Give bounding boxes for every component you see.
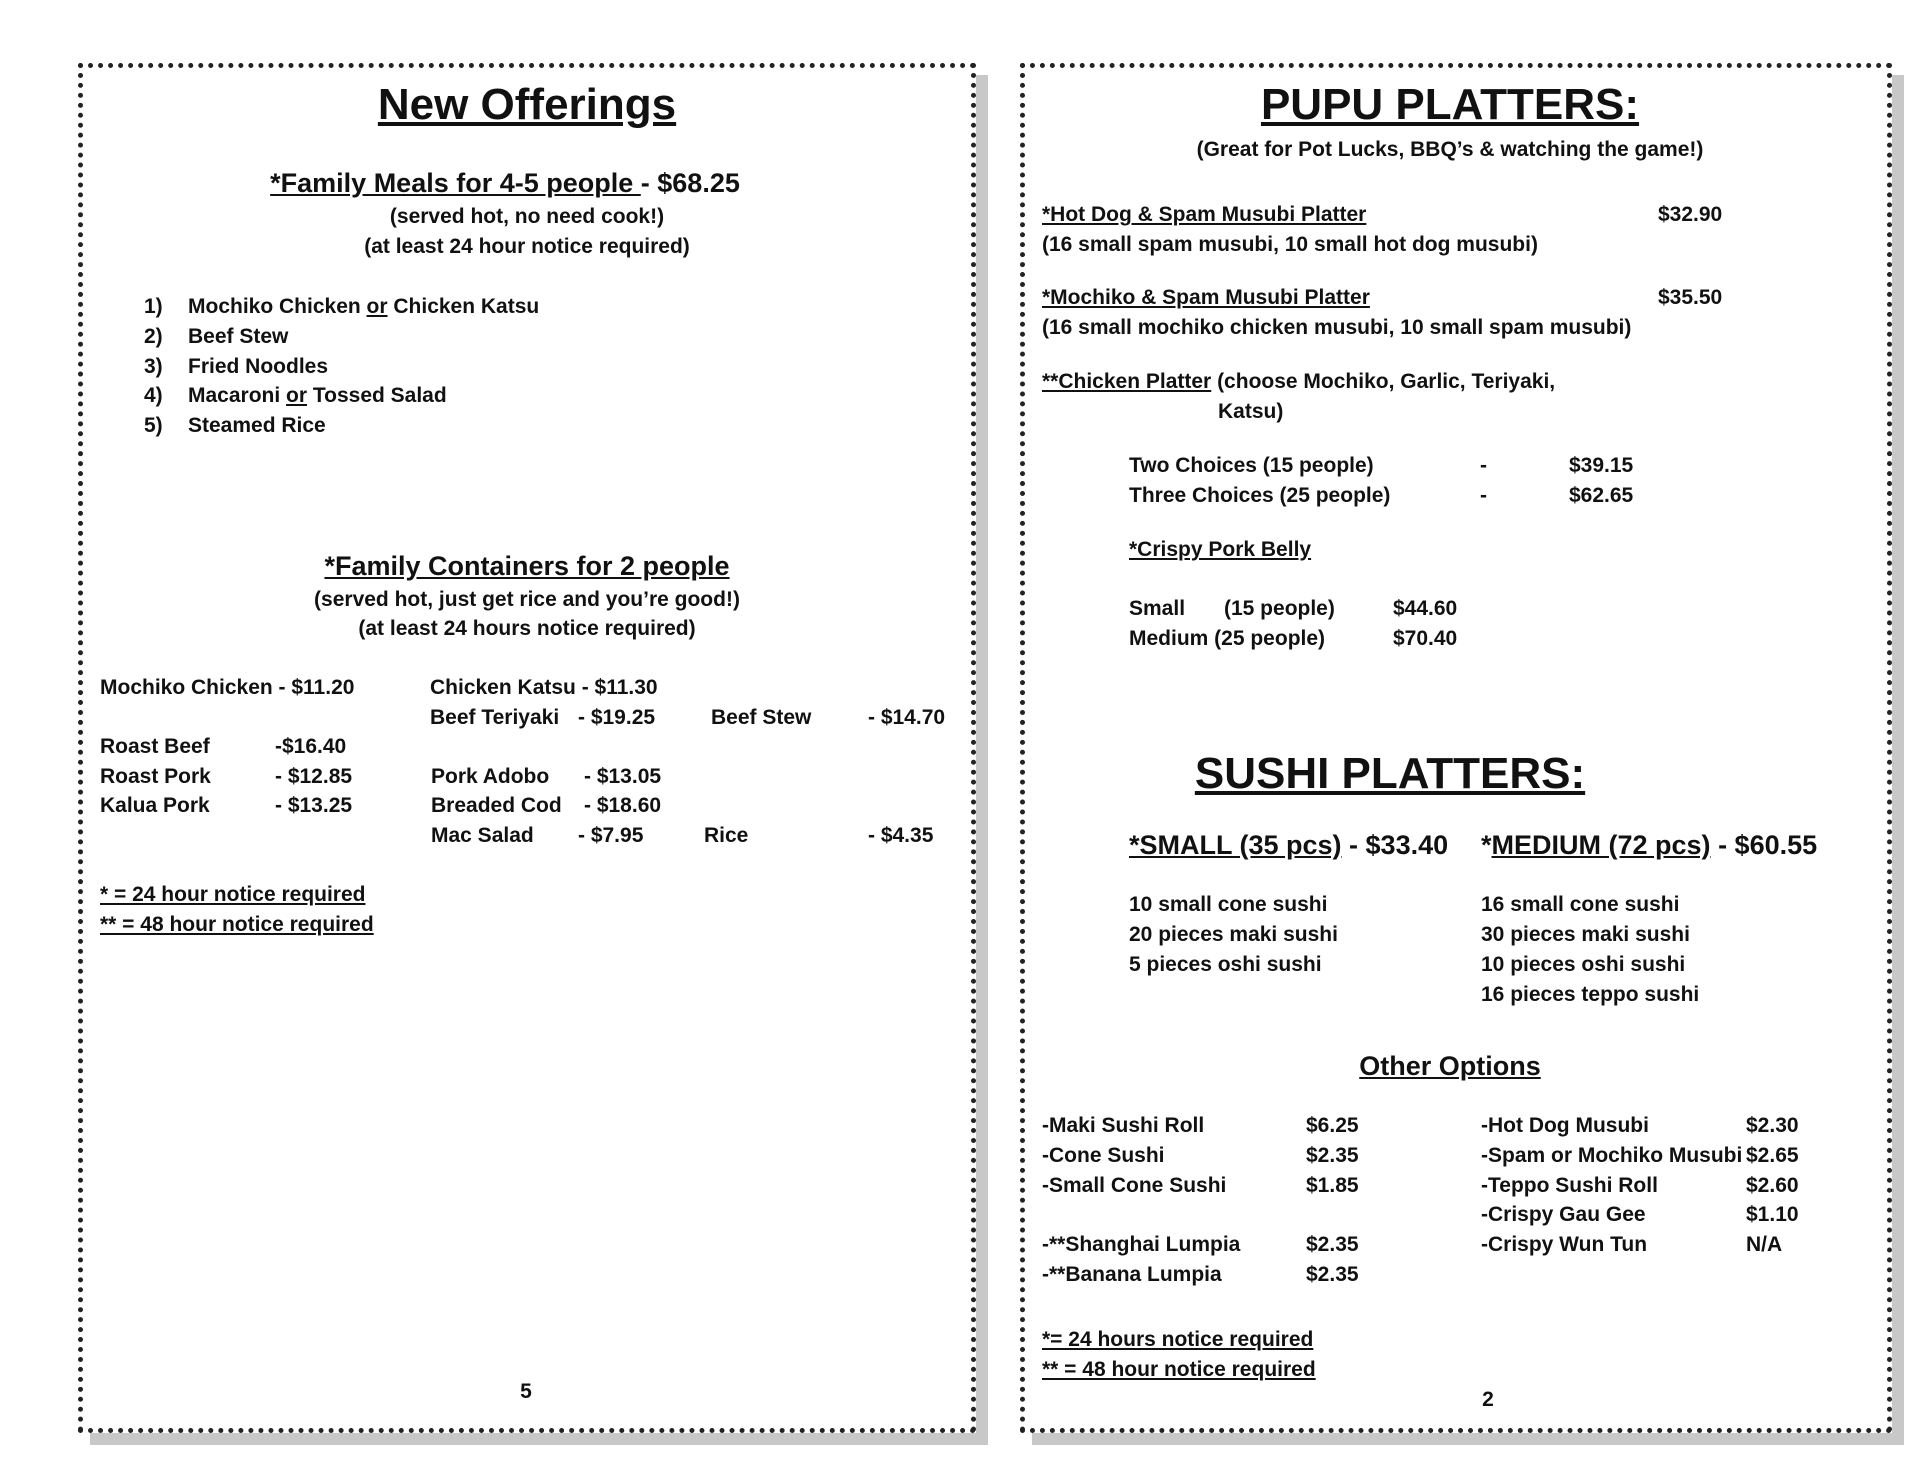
- other-item-price: N/A: [1746, 1233, 1783, 1256]
- container-item-price: - $12.85: [275, 765, 353, 788]
- container-item-name: Rice: [704, 824, 749, 847]
- container-item-price: - $19.25: [578, 706, 656, 729]
- other-item-name: -Teppo Sushi Roll: [1481, 1174, 1658, 1197]
- other-item-price: $6.25: [1306, 1114, 1359, 1137]
- other-item-price: $2.35: [1306, 1263, 1359, 1286]
- other-item-name: -**Shanghai Lumpia: [1042, 1233, 1241, 1256]
- notice-48-hour: ** = 48 hour notice required: [100, 913, 374, 936]
- sushi-medium-item: 30 pieces maki sushi: [1481, 923, 1690, 946]
- sushi-small-heading: [1129, 830, 1448, 861]
- sushi-small-price: - $33.40: [1341, 830, 1449, 860]
- chicken-platter-line: [1042, 370, 1555, 394]
- list-item-text: Macaroni: [188, 384, 287, 407]
- other-item-name: -Crispy Gau Gee: [1481, 1203, 1646, 1226]
- other-item-price: $1.10: [1746, 1203, 1799, 1226]
- container-item-name: Roast Beef: [100, 735, 210, 758]
- other-item-price: $2.30: [1746, 1114, 1799, 1137]
- platter-name: **Chicken Platter: [1042, 370, 1212, 393]
- container-item-price: - $18.60: [584, 794, 662, 817]
- size-label: Medium (25 people): [1129, 627, 1326, 650]
- platter-name: *Hot Dog & Spam Musubi Platter: [1042, 203, 1367, 226]
- sushi-medium-label: MEDIUM (72 pcs): [1491, 830, 1711, 860]
- list-item-text: Mochiko Chicken: [188, 295, 367, 318]
- sushi-platters-title: SUSHI PLATTERS:: [1194, 749, 1586, 798]
- list-item-or: or: [286, 384, 308, 407]
- family-containers-heading: *Family Containers for 2 people: [324, 551, 730, 581]
- size-price: $70.40: [1393, 627, 1458, 650]
- size-price: $44.60: [1393, 597, 1458, 620]
- family-meals-price: - $68.25: [640, 168, 740, 198]
- list-item: [188, 384, 447, 408]
- right-menu-page: [1020, 63, 1892, 1433]
- other-item-name: -Hot Dog Musubi: [1481, 1114, 1649, 1137]
- platter-price: $35.50: [1658, 286, 1723, 309]
- family-containers-note-2: (at least 24 hours notice required): [358, 617, 696, 640]
- family-meals-label: *Family Meals for 4-5 people: [270, 168, 641, 198]
- container-item-price: - $14.70: [868, 706, 946, 729]
- list-item-number: 3): [144, 355, 163, 378]
- other-item-name: -Spam or Mochiko Musubi: [1481, 1144, 1743, 1167]
- list-item-text: Chicken Katsu: [387, 295, 540, 318]
- size-people: (15 people): [1224, 597, 1335, 620]
- other-item-price: $2.35: [1306, 1233, 1359, 1256]
- choice-label: Two Choices (15 people): [1129, 454, 1374, 477]
- container-item-price: - $4.35: [868, 824, 934, 847]
- container-item-price: -$16.40: [275, 735, 347, 758]
- container-item-name: Roast Pork: [100, 765, 211, 788]
- sushi-small-label: *SMALL (35 pcs): [1129, 830, 1342, 860]
- choice-label: Three Choices (25 people): [1129, 484, 1391, 507]
- sushi-medium-heading: [1481, 830, 1817, 861]
- container-item-name: Beef Stew: [711, 706, 812, 729]
- choice-price: $62.65: [1569, 484, 1634, 507]
- other-options-heading: Other Options: [1359, 1051, 1541, 1081]
- container-item-name: Breaded Cod: [431, 794, 562, 817]
- platter-description: (choose Mochiko, Garlic, Teriyaki,: [1211, 370, 1556, 393]
- platter-name: *Mochiko & Spam Musubi Platter: [1042, 286, 1370, 309]
- pupu-subtitle: (Great for Pot Lucks, BBQ’s & watching the game!): [1196, 138, 1704, 161]
- other-item-price: $1.85: [1306, 1174, 1359, 1197]
- list-item-or: or: [366, 295, 388, 318]
- pork-belly-heading: *Crispy Pork Belly: [1129, 538, 1312, 561]
- list-item: Fried Noodles: [188, 355, 329, 378]
- container-item-name: Beef Teriyaki: [430, 706, 560, 729]
- family-containers-note-1: (served hot, just get rice and you’re good!): [314, 588, 740, 611]
- size-label: Small: [1129, 597, 1186, 620]
- container-item-katsu: Chicken Katsu - $11.30: [430, 676, 658, 699]
- other-item-name: -Small Cone Sushi: [1042, 1174, 1227, 1197]
- platter-description: (16 small spam musubi, 10 small hot dog musubi): [1042, 233, 1538, 256]
- other-item-name: -Crispy Wun Tun: [1481, 1233, 1648, 1256]
- sushi-small-item: 20 pieces maki sushi: [1129, 923, 1338, 946]
- sushi-medium-item: 16 pieces teppo sushi: [1481, 983, 1700, 1006]
- platter-description: Katsu): [1218, 400, 1284, 423]
- list-item-text: Tossed Salad: [307, 384, 447, 407]
- sushi-small-item: 5 pieces oshi sushi: [1129, 953, 1322, 976]
- sushi-medium-item: 16 small cone sushi: [1481, 893, 1680, 916]
- container-item-mochiko: Mochiko Chicken - $11.20: [100, 676, 355, 699]
- list-item: Steamed Rice: [188, 414, 326, 437]
- platter-description: (16 small mochiko chicken musubi, 10 small spam musubi): [1042, 316, 1632, 339]
- left-menu-page: [78, 63, 976, 1433]
- page-number: 2: [1482, 1388, 1494, 1411]
- other-item-name: -Maki Sushi Roll: [1042, 1114, 1205, 1137]
- other-item-price: $2.35: [1306, 1144, 1359, 1167]
- list-item: Beef Stew: [188, 325, 289, 348]
- list-item: [188, 295, 539, 319]
- container-item-price: - $7.95: [578, 824, 644, 847]
- container-item-name: Pork Adobo: [431, 765, 550, 788]
- choice-dash: -: [1480, 454, 1487, 477]
- choice-price: $39.15: [1569, 454, 1634, 477]
- family-meals-heading: [270, 168, 740, 199]
- other-item-name: -Cone Sushi: [1042, 1144, 1165, 1167]
- choice-dash: -: [1480, 484, 1487, 507]
- platter-price: $32.90: [1658, 203, 1723, 226]
- container-item-name: Kalua Pork: [100, 794, 210, 817]
- sushi-medium-item: 10 pieces oshi sushi: [1481, 953, 1686, 976]
- container-item-name: Mac Salad: [431, 824, 534, 847]
- container-item-price: - $13.05: [584, 765, 662, 788]
- list-item-number: 4): [144, 384, 163, 407]
- container-item-price: - $13.25: [275, 794, 353, 817]
- list-item-number: 2): [144, 325, 163, 348]
- other-item-price: $2.60: [1746, 1174, 1799, 1197]
- list-item-number: 5): [144, 414, 163, 437]
- notice-24-hour: *= 24 hours notice required: [1042, 1328, 1314, 1351]
- page-title-new-offerings: New Offerings: [377, 80, 677, 129]
- list-item-number: 1): [144, 295, 163, 318]
- family-meals-note-1: (served hot, no need cook!): [389, 205, 665, 228]
- other-item-name: -**Banana Lumpia: [1042, 1263, 1222, 1286]
- page-title-pupu-platters: PUPU PLATTERS:: [1260, 80, 1640, 129]
- notice-24-hour: * = 24 hour notice required: [100, 883, 366, 906]
- sushi-small-item: 10 small cone sushi: [1129, 893, 1328, 916]
- sushi-medium-price: - $60.55: [1710, 830, 1818, 860]
- notice-48-hour: ** = 48 hour notice required: [1042, 1358, 1316, 1381]
- sushi-medium-star: *: [1481, 830, 1492, 860]
- page-number: 5: [520, 1380, 532, 1403]
- family-meals-note-2: (at least 24 hour notice required): [364, 235, 690, 258]
- other-item-price: $2.65: [1746, 1144, 1799, 1167]
